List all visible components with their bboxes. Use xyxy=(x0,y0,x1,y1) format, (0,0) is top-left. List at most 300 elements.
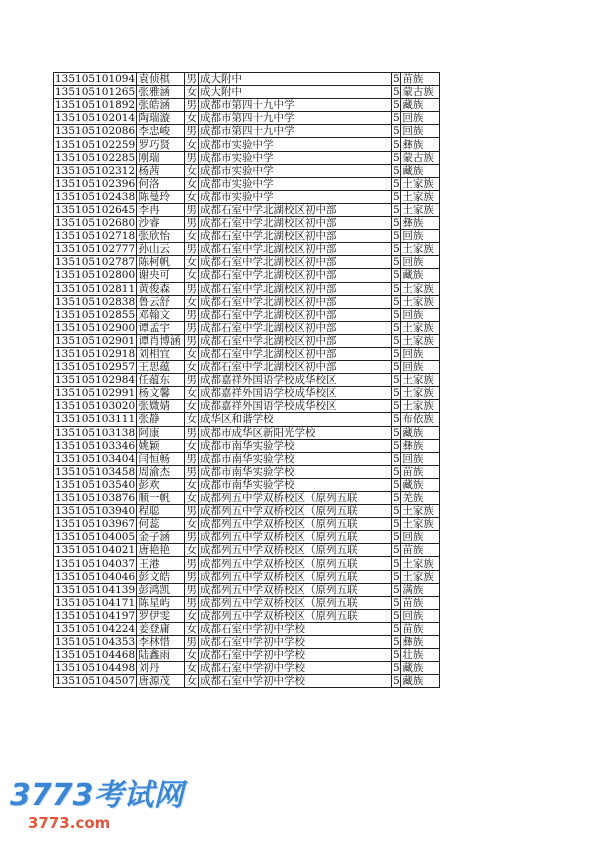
cell-student-name: 张皓涵 xyxy=(137,99,185,112)
table-row xyxy=(54,334,440,347)
cell-exam-number: 135105102645 xyxy=(55,203,136,216)
cell-gender: 男 xyxy=(186,636,197,649)
cell-exam-number: 135105102838 xyxy=(55,295,136,308)
table-row xyxy=(54,282,440,295)
cell-exam-number: 135105102396 xyxy=(55,177,136,190)
cell-student-name: 张欣怡 xyxy=(137,230,185,243)
cell-exam-number: 135105103111 xyxy=(55,413,136,426)
cell-ethnicity: 回族 xyxy=(401,347,440,360)
cell-gender: 女 xyxy=(186,86,197,99)
cell-ethnicity: 土家族 xyxy=(401,387,440,400)
cell-points: 5 xyxy=(392,596,400,609)
table-row xyxy=(54,492,440,505)
cell-school: 成都列五中学双桥校区（原列五联 xyxy=(198,505,391,518)
cell-points: 5 xyxy=(392,675,400,688)
cell-gender: 男 xyxy=(186,452,197,465)
cell-school: 成都列五中学双桥校区（原列五联 xyxy=(198,609,391,622)
cell-ethnicity: 回族 xyxy=(401,609,440,622)
cell-points: 5 xyxy=(392,531,400,544)
table-row xyxy=(54,426,440,439)
table-row xyxy=(54,112,440,125)
table-row xyxy=(54,452,440,465)
cell-points: 5 xyxy=(392,73,400,86)
cell-points: 5 xyxy=(392,544,400,557)
cell-exam-number: 135105103940 xyxy=(55,505,136,518)
table-row xyxy=(54,203,440,216)
cell-student-name: 任蕴东 xyxy=(137,374,185,387)
cell-school: 成都市成华区新阳光学校 xyxy=(198,426,391,439)
table-row xyxy=(54,675,440,688)
cell-student-name: 袁侦棋 xyxy=(137,73,185,86)
cell-gender: 女 xyxy=(186,662,197,675)
cell-student-name: 张静 xyxy=(137,413,185,426)
table-row xyxy=(54,662,440,675)
cell-points: 5 xyxy=(392,492,400,505)
cell-points: 5 xyxy=(392,243,400,256)
cell-exam-number: 135105102900 xyxy=(55,321,136,334)
table-row xyxy=(54,217,440,230)
cell-points: 5 xyxy=(392,374,400,387)
table-row xyxy=(54,439,440,452)
cell-gender: 女 xyxy=(186,295,197,308)
cell-points: 5 xyxy=(392,518,400,531)
table-row xyxy=(54,295,440,308)
cell-exam-number: 135105104224 xyxy=(55,622,136,635)
cell-gender: 女 xyxy=(186,177,197,190)
cell-gender: 女 xyxy=(186,492,197,505)
cell-school: 成都市南华实验学校 xyxy=(198,439,391,452)
cell-gender: 男 xyxy=(186,203,197,216)
cell-points: 5 xyxy=(392,164,400,177)
cell-student-name: 程聪 xyxy=(137,505,185,518)
table-row xyxy=(54,544,440,557)
cell-gender: 女 xyxy=(186,675,197,688)
cell-points: 5 xyxy=(392,609,400,622)
table-row xyxy=(54,622,440,635)
cell-ethnicity: 土家族 xyxy=(401,374,440,387)
cell-ethnicity: 土家族 xyxy=(401,321,440,334)
cell-gender: 女 xyxy=(186,256,197,269)
cell-exam-number: 135105104498 xyxy=(55,662,136,675)
cell-exam-number: 135105102901 xyxy=(55,334,136,347)
cell-student-name: 沙睿 xyxy=(137,217,185,230)
cell-ethnicity: 回族 xyxy=(401,531,440,544)
cell-points: 5 xyxy=(392,387,400,400)
cell-points: 5 xyxy=(392,138,400,151)
cell-school: 成都石室中学北湖校区初中部 xyxy=(198,282,391,295)
table-row xyxy=(54,73,440,86)
student-table-body xyxy=(54,73,440,688)
cell-student-name: 顺一帆 xyxy=(137,492,185,505)
cell-exam-number: 135105102014 xyxy=(55,112,136,125)
cell-student-name: 陈星屿 xyxy=(137,596,185,609)
cell-points: 5 xyxy=(392,557,400,570)
cell-gender: 女 xyxy=(186,348,197,361)
cell-points: 5 xyxy=(392,177,400,190)
cell-ethnicity: 土家族 xyxy=(401,557,440,570)
cell-ethnicity: 土家族 xyxy=(401,203,440,216)
cell-exam-number: 135105104171 xyxy=(55,596,136,609)
cell-gender: 男 xyxy=(186,151,197,164)
cell-ethnicity: 苗族 xyxy=(401,596,440,609)
cell-points: 5 xyxy=(392,583,400,596)
cell-school: 成都列五中学双桥校区（原列五联 xyxy=(198,518,391,531)
cell-ethnicity: 蒙古族 xyxy=(401,86,440,99)
cell-ethnicity: 藏族 xyxy=(401,478,440,491)
cell-student-name: 刘丹 xyxy=(137,662,185,675)
cell-student-name: 谢央可 xyxy=(137,269,185,282)
table-row xyxy=(54,465,440,478)
cell-school: 成都嘉祥外国语学校成华校区 xyxy=(198,374,391,387)
cell-gender: 男 xyxy=(186,125,197,138)
cell-student-name: 彭文皓 xyxy=(137,570,185,583)
cell-ethnicity: 土家族 xyxy=(401,282,440,295)
cell-student-name: 罗巧贤 xyxy=(137,138,185,151)
table-row xyxy=(54,400,440,413)
cell-school: 成都石室中学初中学校 xyxy=(198,649,391,662)
cell-gender: 男 xyxy=(186,308,197,321)
cell-school: 成都石室中学北湖校区初中部 xyxy=(198,269,391,282)
cell-points: 5 xyxy=(392,217,400,230)
cell-student-name: 阿康 xyxy=(137,426,185,439)
table-row xyxy=(54,387,440,400)
cell-school: 成大附中 xyxy=(198,73,391,86)
cell-school: 成都石室中学北湖校区初中部 xyxy=(198,203,391,216)
table-row xyxy=(54,151,440,164)
cell-exam-number: 135105104507 xyxy=(55,675,136,688)
cell-school: 成都石室中学北湖校区初中部 xyxy=(198,347,391,360)
cell-gender: 女 xyxy=(186,478,197,491)
cell-school: 成都石室中学初中学校 xyxy=(198,675,391,688)
table-row xyxy=(54,531,440,544)
cell-exam-number: 135105104021 xyxy=(55,544,136,557)
cell-exam-number: 135105103540 xyxy=(55,478,136,491)
cell-student-name: 姚颖 xyxy=(137,439,185,452)
cell-points: 5 xyxy=(392,86,400,99)
cell-school: 成都石室中学初中学校 xyxy=(198,622,391,635)
cell-ethnicity: 回族 xyxy=(401,256,440,269)
cell-gender: 女 xyxy=(186,269,197,282)
cell-ethnicity: 藏族 xyxy=(401,164,440,177)
table-row xyxy=(54,243,440,256)
cell-exam-number: 135105102800 xyxy=(55,269,136,282)
cell-school: 成都嘉祥外国语学校成华校区 xyxy=(198,387,391,400)
cell-gender: 男 xyxy=(186,217,197,230)
cell-school: 成都市第四十九中学 xyxy=(198,125,391,138)
cell-exam-number: 135105102991 xyxy=(55,387,136,400)
cell-student-name: 鲁云舒 xyxy=(137,295,185,308)
table-row xyxy=(54,583,440,596)
cell-exam-number: 135105104197 xyxy=(55,609,136,622)
cell-student-name: 谭孟宇 xyxy=(137,321,185,334)
cell-points: 5 xyxy=(392,452,400,465)
cell-student-name: 孙山云 xyxy=(137,243,185,256)
cell-ethnicity: 彝族 xyxy=(401,636,440,649)
table-row xyxy=(54,125,440,138)
cell-school: 成都市实验中学 xyxy=(198,151,391,164)
table-row xyxy=(54,230,440,243)
cell-points: 5 xyxy=(392,151,400,164)
table-row xyxy=(54,478,440,491)
cell-gender: 男 xyxy=(186,531,197,544)
cell-points: 5 xyxy=(392,636,400,649)
cell-ethnicity: 羌族 xyxy=(401,492,440,505)
cell-gender: 女 xyxy=(186,190,197,203)
cell-ethnicity: 藏族 xyxy=(401,269,440,282)
cell-exam-number: 135105102957 xyxy=(55,361,136,374)
cell-student-name: 陈柯帆 xyxy=(137,256,185,269)
cell-points: 5 xyxy=(392,230,400,243)
cell-school: 成都石室中学北湖校区初中部 xyxy=(198,217,391,230)
cell-exam-number: 135105102086 xyxy=(55,125,136,138)
cell-gender: 女 xyxy=(186,413,197,426)
cell-student-name: 唐艳艳 xyxy=(137,544,185,557)
cell-student-name: 陆鑫雨 xyxy=(137,649,185,662)
cell-exam-number: 135105102918 xyxy=(55,348,136,361)
cell-student-name: 谭肖博涵 xyxy=(137,334,185,347)
table-row xyxy=(54,164,440,177)
table-row xyxy=(54,190,440,203)
cell-student-name: 彭鸿凯 xyxy=(137,583,185,596)
cell-ethnicity: 回族 xyxy=(401,230,440,243)
cell-student-name: 黄俊森 xyxy=(137,282,185,295)
cell-gender: 女 xyxy=(186,518,197,531)
cell-exam-number: 135105102438 xyxy=(55,190,136,203)
site-url: 3773.com xyxy=(28,814,111,832)
cell-points: 5 xyxy=(392,662,400,675)
cell-school: 成都市南华实验学校 xyxy=(198,478,391,491)
cell-ethnicity: 苗族 xyxy=(401,622,440,635)
cell-exam-number: 135105102855 xyxy=(55,308,136,321)
cell-ethnicity: 回族 xyxy=(401,125,440,138)
cell-points: 5 xyxy=(392,321,400,334)
cell-gender: 男 xyxy=(186,99,197,112)
table-row xyxy=(54,505,440,518)
cell-student-name: 罗伊雯 xyxy=(137,609,185,622)
cell-exam-number: 135105104353 xyxy=(55,636,136,649)
cell-exam-number: 135105102811 xyxy=(55,282,136,295)
cell-exam-number: 135105101094 xyxy=(55,73,136,86)
cell-ethnicity: 回族 xyxy=(401,361,440,374)
cell-gender: 女 xyxy=(186,439,197,452)
student-table xyxy=(53,72,440,688)
cell-school: 成都石室中学初中学校 xyxy=(198,636,391,649)
cell-school: 成华区和谐学校 xyxy=(198,413,391,426)
cell-school: 成都市南华实验学校 xyxy=(198,465,391,478)
cell-ethnicity: 藏族 xyxy=(401,662,440,675)
cell-exam-number: 135105103404 xyxy=(55,452,136,465)
table-row xyxy=(54,256,440,269)
cell-student-name: 姜登庸 xyxy=(137,622,185,635)
cell-exam-number: 135105102984 xyxy=(55,374,136,387)
cell-gender: 男 xyxy=(186,465,197,478)
cell-school: 成都市第四十九中学 xyxy=(198,112,391,125)
cell-ethnicity: 土家族 xyxy=(401,400,440,413)
cell-ethnicity: 壮族 xyxy=(401,649,440,662)
cell-gender: 女 xyxy=(186,609,197,622)
cell-gender: 男 xyxy=(186,505,197,518)
cell-gender: 男 xyxy=(186,596,197,609)
cell-student-name: 张媺婧 xyxy=(137,400,185,413)
cell-gender: 男 xyxy=(186,583,197,596)
cell-exam-number: 135105104005 xyxy=(55,531,136,544)
cell-student-name: 陶瑞漩 xyxy=(137,112,185,125)
cell-exam-number: 135105102718 xyxy=(55,230,136,243)
cell-gender: 男 xyxy=(186,243,197,256)
cell-school: 成都列五中学双桥校区（原列五联 xyxy=(198,531,391,544)
cell-gender: 女 xyxy=(186,361,197,374)
table-row xyxy=(54,609,440,622)
cell-school: 成都石室中学北湖校区初中部 xyxy=(198,295,391,308)
cell-gender: 女 xyxy=(186,112,197,125)
cell-school: 成都列五中学双桥校区（原列五联 xyxy=(198,570,391,583)
cell-points: 5 xyxy=(392,99,400,112)
cell-student-name: 王思蕴 xyxy=(137,361,185,374)
cell-points: 5 xyxy=(392,112,400,125)
cell-gender: 男 xyxy=(186,374,197,387)
cell-points: 5 xyxy=(392,465,400,478)
table-row xyxy=(54,596,440,609)
cell-ethnicity: 土家族 xyxy=(401,518,440,531)
cell-school: 成都市实验中学 xyxy=(198,138,391,151)
cell-gender: 男 xyxy=(186,73,197,86)
cell-exam-number: 135105103458 xyxy=(55,465,136,478)
cell-exam-number: 135105104468 xyxy=(55,649,136,662)
cell-points: 5 xyxy=(392,348,400,361)
cell-points: 5 xyxy=(392,334,400,347)
cell-points: 5 xyxy=(392,413,400,426)
table-row xyxy=(54,321,440,334)
cell-exam-number: 135105102777 xyxy=(55,243,136,256)
cell-school: 成都市实验中学 xyxy=(198,177,391,190)
table-row xyxy=(54,636,440,649)
cell-gender: 女 xyxy=(186,164,197,177)
cell-school: 成都市实验中学 xyxy=(198,164,391,177)
site-watermark xyxy=(10,778,184,840)
cell-gender: 男 xyxy=(186,557,197,570)
cell-gender: 男 xyxy=(186,426,197,439)
table-row xyxy=(54,99,440,112)
cell-ethnicity: 土家族 xyxy=(401,505,440,518)
cell-school: 成都列五中学双桥校区（原列五联 xyxy=(198,492,391,505)
cell-school: 成都石室中学北湖校区初中部 xyxy=(198,243,391,256)
cell-gender: 女 xyxy=(186,544,197,557)
site-logo: 3773考试网 xyxy=(10,778,184,813)
cell-gender: 女 xyxy=(186,649,197,662)
cell-school: 成都石室中学初中学校 xyxy=(198,662,391,675)
cell-student-name: 杨文馨 xyxy=(137,387,185,400)
cell-student-name: 王港 xyxy=(137,557,185,570)
cell-school: 成都列五中学双桥校区（原列五联 xyxy=(198,557,391,570)
cell-exam-number: 135105103967 xyxy=(55,518,136,531)
table-row xyxy=(54,374,440,387)
cell-ethnicity: 苗族 xyxy=(401,73,440,86)
table-row xyxy=(54,557,440,570)
table-row xyxy=(54,269,440,282)
cell-points: 5 xyxy=(392,622,400,635)
cell-exam-number: 135105101265 xyxy=(55,86,136,99)
cell-ethnicity: 满族 xyxy=(401,583,440,596)
cell-student-name: 李林惜 xyxy=(137,636,185,649)
cell-points: 5 xyxy=(392,478,400,491)
cell-ethnicity: 彝族 xyxy=(401,217,440,230)
cell-school: 成都列五中学双桥校区（原列五联 xyxy=(198,583,391,596)
cell-student-name: 彭欢 xyxy=(137,478,185,491)
cell-ethnicity: 彝族 xyxy=(401,439,440,452)
cell-student-name: 何洛 xyxy=(137,177,185,190)
cell-school: 成都嘉祥外国语学校成华校区 xyxy=(198,400,391,413)
cell-gender: 男 xyxy=(186,570,197,583)
table-row xyxy=(54,413,440,426)
cell-exam-number: 135105103346 xyxy=(55,439,136,452)
table-row xyxy=(54,361,440,374)
cell-points: 5 xyxy=(392,505,400,518)
cell-points: 5 xyxy=(392,439,400,452)
cell-ethnicity: 藏族 xyxy=(401,675,440,688)
cell-ethnicity: 彝族 xyxy=(401,138,440,151)
cell-points: 5 xyxy=(392,308,400,321)
cell-student-name: 周渝杰 xyxy=(137,465,185,478)
cell-points: 5 xyxy=(392,361,400,374)
table-row xyxy=(54,518,440,531)
cell-ethnicity: 土家族 xyxy=(401,243,440,256)
cell-points: 5 xyxy=(392,649,400,662)
cell-school: 成都列五中学双桥校区（原列五联 xyxy=(198,596,391,609)
cell-ethnicity: 土家族 xyxy=(401,177,440,190)
cell-ethnicity: 土家族 xyxy=(401,334,440,347)
cell-points: 5 xyxy=(392,570,400,583)
cell-school: 成都市实验中学 xyxy=(198,190,391,203)
cell-student-name: 何蕊 xyxy=(137,518,185,531)
table-row xyxy=(54,570,440,583)
cell-ethnicity: 藏族 xyxy=(401,99,440,112)
cell-student-name: 李忠峻 xyxy=(137,125,185,138)
cell-school: 成都市第四十九中学 xyxy=(198,99,391,112)
cell-exam-number: 135105102312 xyxy=(55,164,136,177)
cell-ethnicity: 蒙古族 xyxy=(401,151,440,164)
cell-points: 5 xyxy=(392,256,400,269)
table-row xyxy=(54,649,440,662)
cell-student-name: 李冉 xyxy=(137,203,185,216)
cell-exam-number: 135105103020 xyxy=(55,400,136,413)
cell-school: 成都石室中学北湖校区初中部 xyxy=(198,256,391,269)
cell-ethnicity: 土家族 xyxy=(401,570,440,583)
cell-gender: 男 xyxy=(186,321,197,334)
cell-ethnicity: 回族 xyxy=(401,308,440,321)
table-row xyxy=(54,177,440,190)
cell-ethnicity: 土家族 xyxy=(401,190,440,203)
cell-ethnicity: 苗族 xyxy=(401,465,440,478)
cell-exam-number: 135105102285 xyxy=(55,151,136,164)
cell-points: 5 xyxy=(392,125,400,138)
cell-points: 5 xyxy=(392,203,400,216)
cell-exam-number: 135105102787 xyxy=(55,256,136,269)
cell-school: 成都石室中学北湖校区初中部 xyxy=(198,321,391,334)
cell-gender: 女 xyxy=(186,622,197,635)
cell-exam-number: 135105103138 xyxy=(55,426,136,439)
cell-gender: 女 xyxy=(186,230,197,243)
cell-school: 成都市南华实验学校 xyxy=(198,452,391,465)
cell-school: 成都石室中学北湖校区初中部 xyxy=(198,361,391,374)
cell-ethnicity: 藏族 xyxy=(401,426,440,439)
cell-ethnicity: 回族 xyxy=(401,452,440,465)
cell-points: 5 xyxy=(392,295,400,308)
cell-student-name: 唐源茂 xyxy=(137,675,185,688)
cell-points: 5 xyxy=(392,190,400,203)
cell-school: 成大附中 xyxy=(198,86,391,99)
cell-student-name: 金子涵 xyxy=(137,531,185,544)
cell-gender: 女 xyxy=(186,138,197,151)
